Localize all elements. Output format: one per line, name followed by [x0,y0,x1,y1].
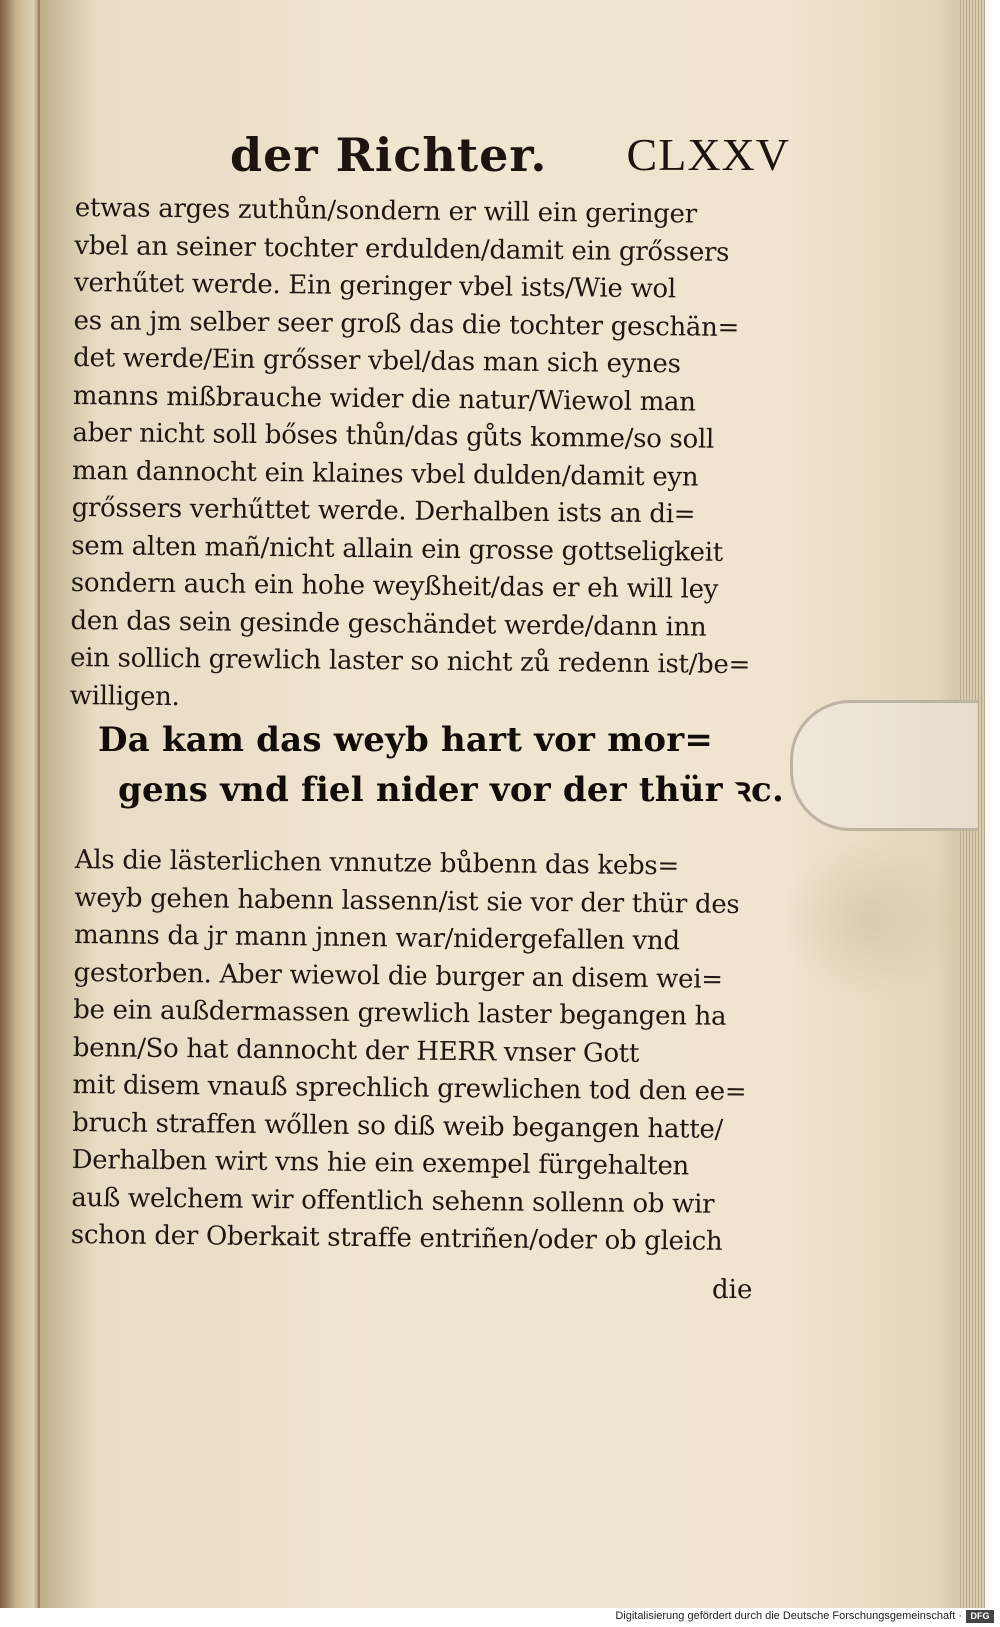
text-line: auß welchem wir offentlich sehenn sollenn ob wir [71,1182,715,1220]
paper-stain [780,840,960,1000]
text-line: bruch straffen wőllen so diß weib begangen hatte/ [71,1107,724,1145]
text-line: verhűtet werde. Ein geringer vbel ists/Wie wol [73,267,677,305]
text-line: vbel an seiner tochter erdulden/damit ein grőssers [74,230,730,268]
text-line: manns da jr mann jnnen war/nidergefallen vnd [73,919,680,957]
text-line: be ein außdermassen grewlich laster begangen ha [73,994,727,1032]
running-head: der Richter. [230,128,548,182]
paragraph-1 [70,190,775,722]
text-line: det werde/Ein grősser vbel/das man sich eynes [73,342,681,380]
text-line: grőssers verhűttet werde. Derhalben ists an di= [71,492,696,530]
catchword: die [712,1275,753,1305]
paragraph-2 [71,842,775,1262]
dfg-logo: DFG [966,1610,994,1623]
text-line: aber nicht soll bőses thůn/das gůts komme/so soll [72,417,715,455]
text-line: etwas arges zuthůn/sondern er will ein geringer [74,192,697,230]
text-line: mit disem vnauß sprechlich grewlichen tod den ee= [72,1069,747,1108]
footer-bar [0,1608,1000,1627]
text-line: benn/So hat dannocht der HERR vnser Gott [72,1032,640,1069]
text-line: weyb gehen habenn lassenn/ist sie vor der thür des [74,882,740,920]
page-clip [790,700,978,831]
text-line: schon der Oberkait straffe entriñen/oder ob gleich [70,1219,723,1257]
heading-line: Da kam das weyb hart vor mor= [98,720,714,760]
text-line: willigen. [69,680,180,712]
text-line: Als die lästerlichen vnnutze bůbenn das kebs= [74,844,680,882]
text-line: den das sein gesinde geschändet werde/dann inn [70,605,707,643]
text-line: man dannocht ein klaines vbel dulden/damit eyn [71,455,699,493]
page-header [230,128,790,188]
heading-line: gens vnd fiel nider vor der thür ꝛc. [118,770,784,810]
funding-credit: Digitalisierung gefördert durch die Deutsche Forschungsgemeinschaft · [615,1610,962,1622]
text-line: gestorben. Aber wiewol die burger an disem wei= [73,957,723,995]
folio-number: CLXXV [626,129,790,180]
text-line: Derhalben wirt vns hie ein exempel fürgehalten [71,1144,690,1182]
text-line: es an jm selber seer groß das die tochter geschän= [73,305,740,343]
text-line: sondern auch ein hohe weyßheit/das er eh will ley [70,567,719,605]
text-line: sem alten mañ/nicht allain ein grosse gottseligkeit [71,530,723,568]
section-heading [98,715,784,815]
text-line: ein sollich grewlich laster so nicht zů redenn ist/be= [69,642,751,681]
left-page-edge [0,0,42,1608]
text-line: manns mißbrauche wider die natur/Wiewol man [72,380,696,418]
